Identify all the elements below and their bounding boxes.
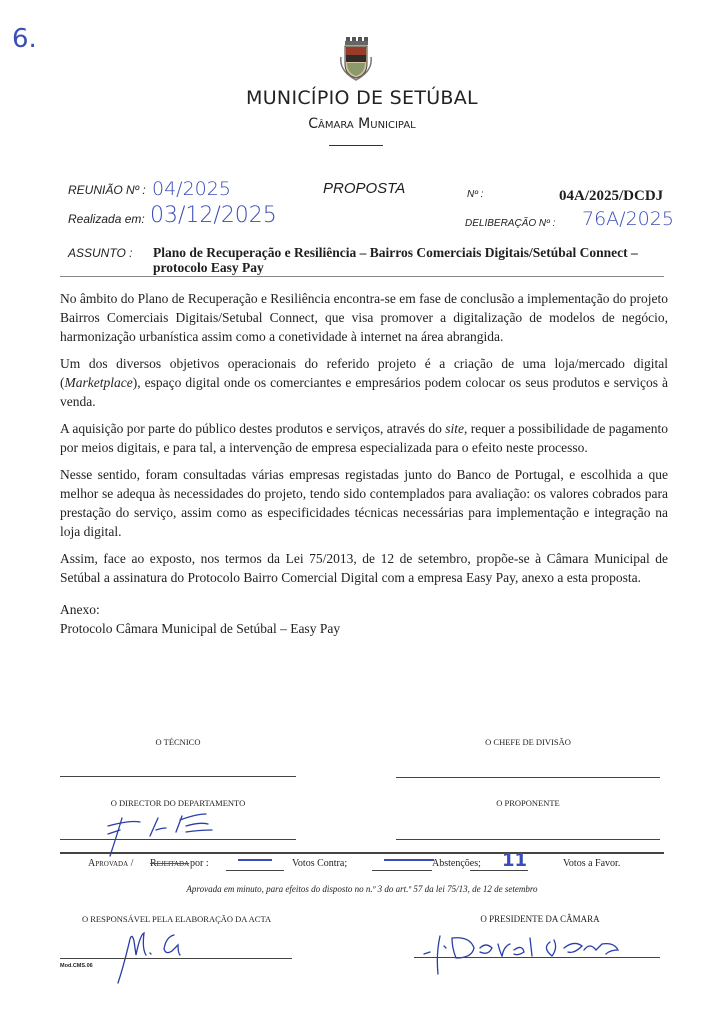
approved-label: Aprovada /: [88, 858, 134, 869]
municipality-title: MUNICÍPIO DE SETÚBAL: [246, 87, 478, 109]
proposal-body: [60, 289, 668, 595]
form-code: Mod.CMS.06: [60, 963, 93, 969]
minute-approval-note: Aprovada em minuto, para efeitos do disposto no n.º 3 do art.º 57 da lei 75/13, de 12 de setembro: [186, 884, 538, 894]
coat-of-arms-icon: [339, 37, 373, 81]
paragraph-payment: A aquisição por parte do público destes produtos e serviços, através do site, requer a possibilidade de pagamento por meios digitais, e para tal, a intervenção de empresa especializada para o efeito neste processo.: [60, 421, 669, 455]
annex-label: Anexo:: [60, 602, 100, 617]
department-director-label: O DIRECTOR DO DEPARTAMENTO: [110, 798, 246, 808]
division-head-label: O CHEFE DE DIVISÃO: [485, 737, 571, 747]
director-signature-icon: [100, 808, 230, 858]
by-label: por :: [190, 858, 209, 869]
chamber-subtitle: Câmara Municipal: [308, 116, 416, 132]
meeting-number-value: 04/2025: [152, 178, 231, 200]
paragraph-proposal: Assim, face ao exposto, nos termos da Lei 75/2013, de 12 de setembro, propõe-se à Câmara Municipal de Setúbal a assinatura do Protocolo Bairro Comercial Digital com a empresa Easy Pay, anexo a esta proposta.: [60, 551, 668, 585]
proposal-number-value: 04A/2025/DCDJ: [559, 188, 664, 204]
deliberation-label: DELIBERAÇÃO Nº :: [465, 218, 556, 229]
proposal-number-label: Nº :: [467, 189, 484, 200]
rejected-label-struck: Rejeitada: [150, 858, 190, 869]
abstentions-blank: [372, 858, 432, 871]
proponent-label: O PROPONENTE: [496, 798, 560, 808]
president-label: O PRESIDENTE DA CÂMARA: [480, 914, 600, 924]
document-type: PROPOSTA: [323, 180, 406, 197]
minutes-responsible-signature-line: [60, 958, 292, 959]
abstentions-label: Abstenções;: [432, 858, 481, 869]
held-on-value: 03/12/2025: [150, 203, 277, 228]
favor-label: Votos a Favor.: [563, 858, 621, 869]
president-signature-icon: [418, 928, 628, 978]
subject-value: Plano de Recuperação e Resiliência – Bairros Comerciais Digitais/Setúbal Connect – protocolo Easy Pay: [153, 245, 638, 275]
paragraph-consultation: Nesse sentido, foram consultadas várias empresas registadas junto do Banco de Portugal, e escolhida a que melhor se adequa às necessidades do projeto, tendo sido contemplados para avaliação: os valores cobrados para prestação do serviço, assim como as especificidades técnicas necessárias para implementação e integração na loja digital.: [60, 467, 668, 539]
minutes-responsible-label: O RESPONSÁVEL PELA ELABORAÇÃO DA ACTA: [82, 914, 272, 924]
subject-label: ASSUNTO :: [68, 246, 133, 260]
division-head-signature-line: [396, 777, 660, 778]
approval-divider: [60, 852, 664, 854]
favor-votes-value: 11: [502, 850, 528, 871]
handwritten-page-number: 6.: [12, 24, 37, 54]
director-signature-line: [60, 839, 296, 840]
paragraph-context: No âmbito do Plano de Recuperação e Resiliência encontra-se em fase de conclusão a implementação do projeto Bairros Comerciais Digitais/Setubal Connect, que visa promover a digitalização de modelos de negócio, harmonização urbanística assim como a conetividade à internet na área abrangida.: [60, 291, 669, 344]
technician-label: O TÉCNICO: [155, 737, 201, 747]
against-blank: [226, 858, 284, 871]
paragraph-objective: Um dos diversos objetivos operacionais do referido projeto é a criação de uma loja/mercado digital (Marketplace), espaço digital onde os comerciantes e empresários podem colocar os seus produtos e serviços à venda.: [60, 356, 669, 409]
minutes-responsible-signature-icon: [108, 925, 188, 985]
header-divider: [329, 145, 383, 146]
technician-signature-line: [60, 776, 296, 777]
proponent-signature-line: [396, 839, 660, 840]
deliberation-value: 76A/2025: [582, 208, 674, 230]
president-signature-line: [414, 957, 660, 958]
meeting-label: REUNIÃO Nº :: [68, 183, 146, 197]
subject-divider: [60, 276, 664, 277]
annex-item: Protocolo Câmara Municipal de Setúbal – Easy Pay: [60, 621, 341, 636]
against-label: Votos Contra;: [292, 858, 348, 869]
held-on-label: Realizada em:: [68, 212, 145, 226]
